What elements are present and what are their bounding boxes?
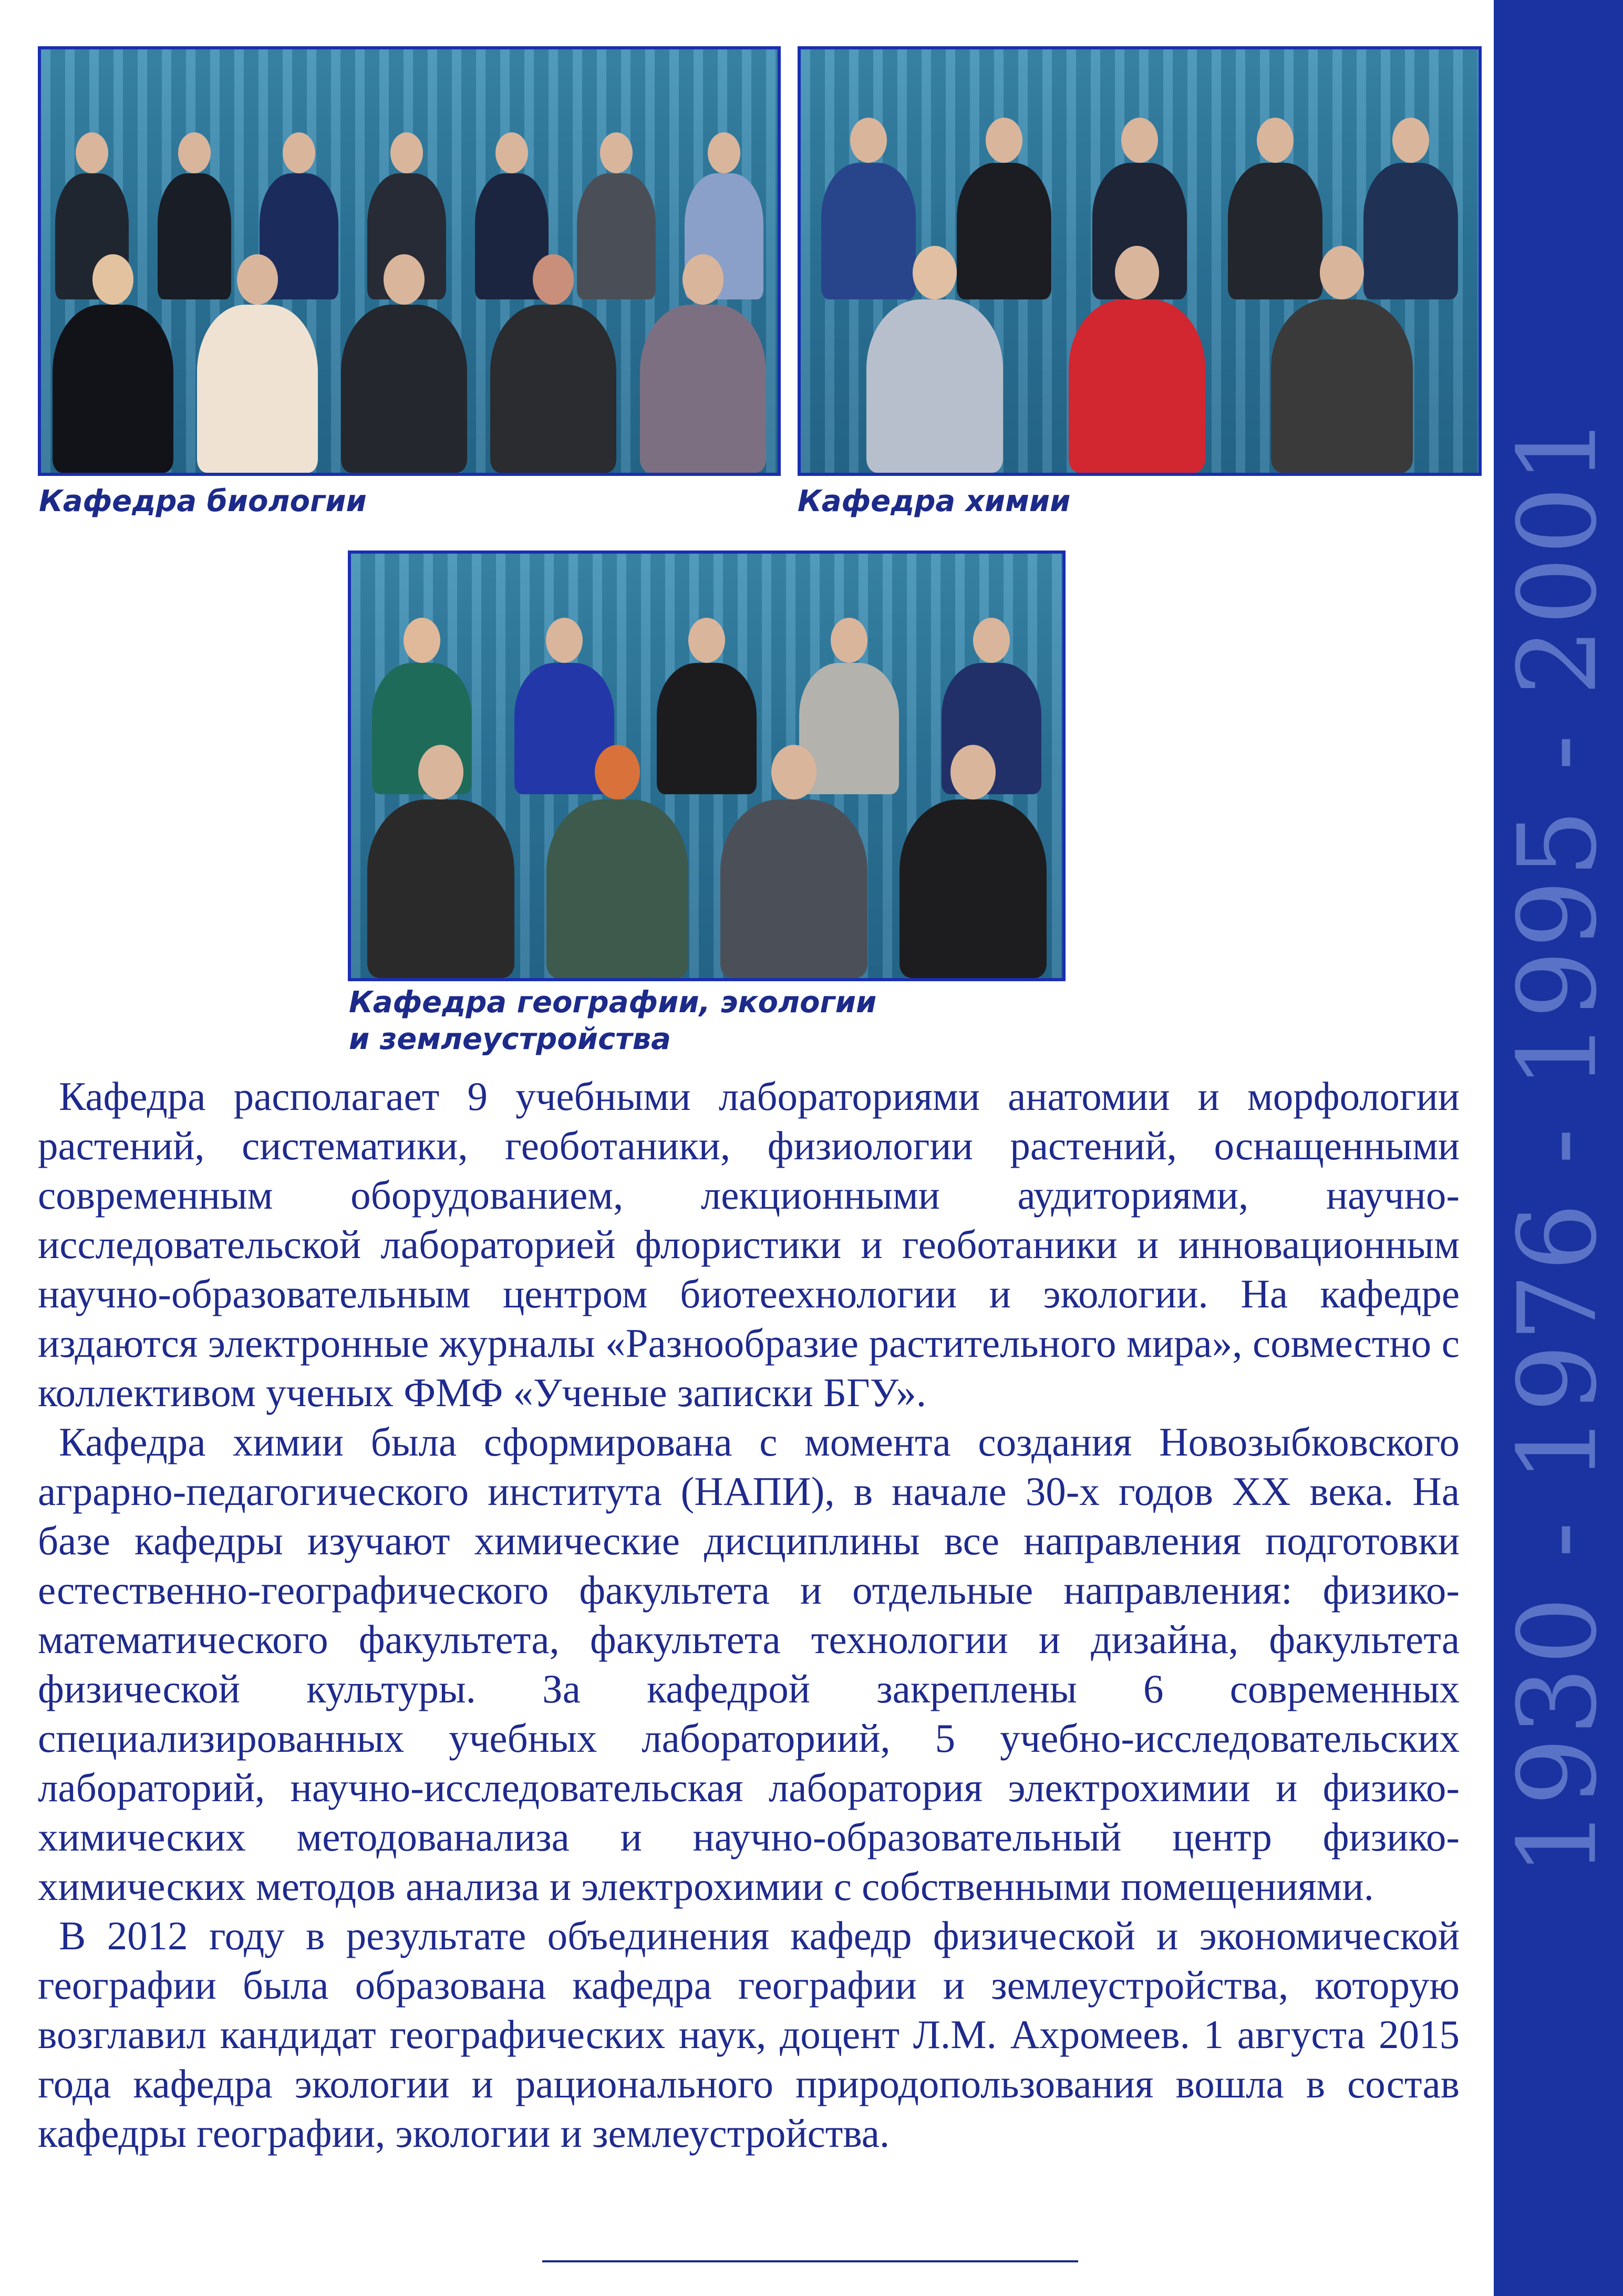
caption-chemistry: Кафедра химии [798,484,1071,518]
paragraph-chemistry: Кафедра химии была сформирована с момента создания Новозыбковского аграрно-педагогического института (НАПИ), в начале 30-х годов XX века. На базе кафедры изучают химические дисциплины все направления подготовки естественно-географического факультета и отдельные направления: физико-математического факультета, факультета технологии и дизайна, факультета физической культуры. За кафедрой закреплены 6 современных специализированных учебных лабораториий, 5 учебно-исследовательских лабораторий, научно-исследовательская лаборатория электрохимии и физико-химических методованализа и научно-образовательный центр физико-химических методов анализа и электрохимии с собственными помещениями. [38,1419,1460,1909]
caption-geography [349,984,876,1058]
person-figure [866,246,1003,473]
person-figure [546,745,688,978]
photo-geography-department [348,550,1066,981]
caption-biology: Кафедра биологии [39,484,367,518]
person-figure [1271,246,1413,473]
paragraph-biology: Кафедра располагает 9 учебными лабораториями анатомии и морфологии растений, систематики, геоботаники, физиологии растений, оснащенными современным оборудованием, лекционными аудиториями, научно-исследовательской лабораторией флористики и геоботаники и инновационным научно-образовательным центром биотеехнологии и экологии. На кафедре издаются электронные журналы «Разнообразие растительного мира», совместно с коллективом ученых ФМФ «Ученые записки БГУ». [38,1074,1460,1415]
person-figure [1069,246,1205,473]
paragraph-geography: В 2012 году в результате объединения кафедр физической и экономической географии была образована кафедра географии и землеустройства, которую возглавил кандидат географических наук, доцент Л.М. Ахромеев. 1 августа 2015 года кафедра экологии и рационального природопользования вошла в состав кафедры географии, экологии и землеустройства. [38,1913,1460,2156]
person-figure [341,254,467,473]
person-figure [640,254,766,473]
person-figure [53,254,173,473]
sidebar-years: 1930 - 1976 - 1995 - 2001 [1495,413,1621,1877]
body-text [38,1072,1460,2158]
person-figure [490,254,616,473]
person-figure [197,254,318,473]
caption-geography-line-2: и землеустройства [349,1022,671,1056]
person-figure [367,745,514,978]
bottom-divider [542,2260,1078,2262]
photo-biology-department [38,46,781,476]
decorative-sidebar [1494,0,1623,2296]
person-figure [900,745,1047,978]
photo-chemistry-department [798,46,1482,476]
caption-geography-line-1: Кафедра географии, экологии [349,985,877,1020]
person-figure [720,745,867,978]
